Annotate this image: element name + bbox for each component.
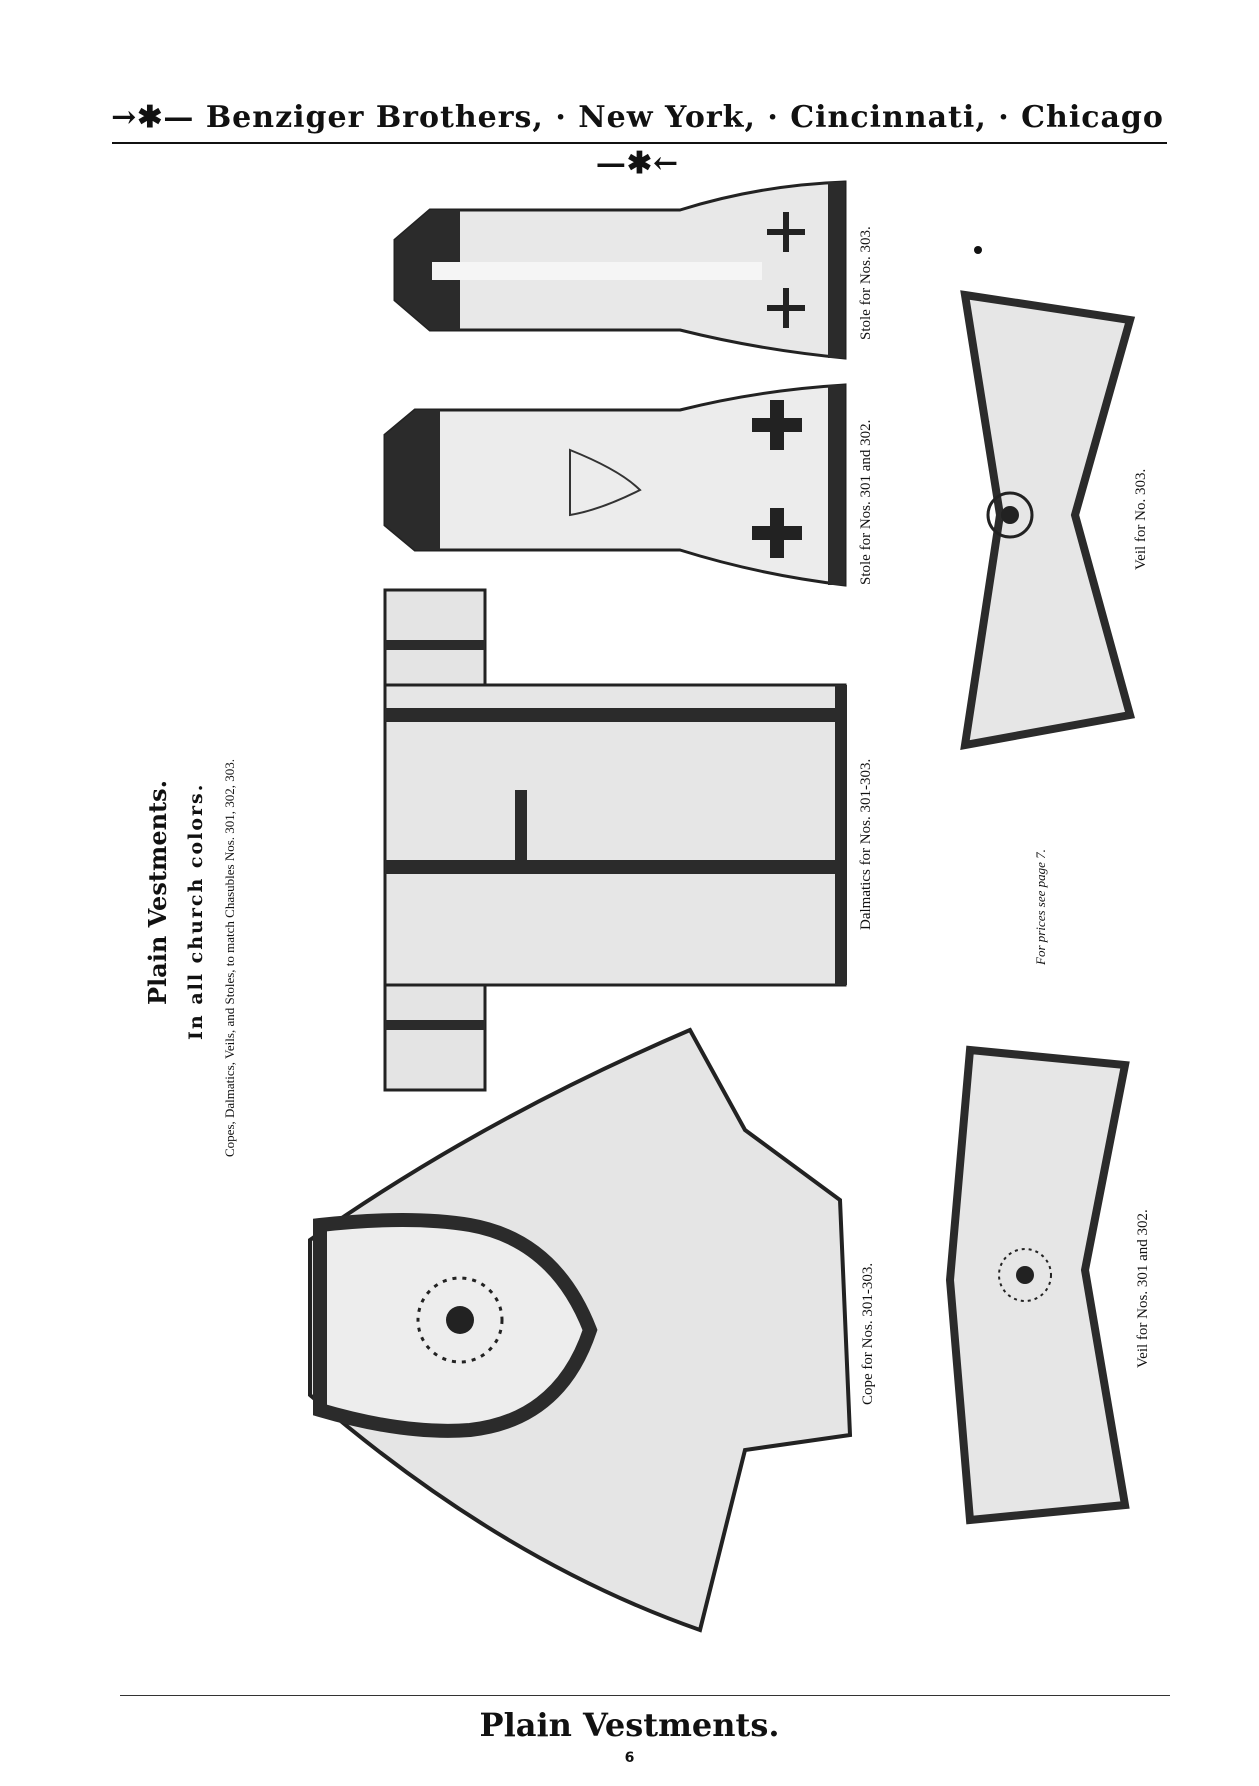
- header-separator: ·: [767, 100, 779, 135]
- dot-mark: [974, 246, 982, 254]
- header-city-new-york: New York,: [578, 100, 756, 135]
- caption-cope: Cope for Nos. 301-303.: [860, 1262, 876, 1405]
- caption-veil-301-302: Veil for Nos. 301 and 302.: [1135, 1209, 1151, 1368]
- veil-303-illustration: [965, 295, 1130, 745]
- header-publisher: Benziger Brothers,: [205, 100, 544, 135]
- header-ornament-left: →✱—: [111, 100, 195, 135]
- caption-veil-303: Veil for No. 303.: [1133, 468, 1149, 570]
- caption-stole-303: Stole for Nos. 303.: [858, 226, 874, 340]
- caption-prices: For prices see page 7.: [1033, 849, 1048, 965]
- stole-301-302-illustration: [385, 385, 845, 585]
- caption-stole-301-302: Stole for Nos. 301 and 302.: [858, 419, 874, 585]
- header-city-chicago: Chicago: [1021, 100, 1164, 135]
- footer-title: Plain Vestments.: [479, 1706, 780, 1744]
- cope-illustration: [310, 1030, 850, 1630]
- side-note: Copes, Dalmatics, Veils, and Stoles, to match Chasubles Nos. 301, 302, 303.: [222, 758, 237, 1157]
- header-city-cincinnati: Cincinnati,: [790, 100, 987, 135]
- side-subtitle: In all church colors.: [185, 782, 207, 1040]
- header-separator: ·: [998, 100, 1010, 135]
- veil-301-302-illustration: [950, 1050, 1125, 1520]
- side-title: Plain Vestments.: [143, 780, 172, 1005]
- caption-dalmatics: Dalmatics for Nos. 301-303.: [858, 758, 874, 930]
- footer-rule: [120, 1695, 1170, 1696]
- header-ornament-right: —✱←: [595, 146, 680, 181]
- stole-303-illustration: [395, 182, 845, 358]
- header-separator: ·: [555, 100, 567, 135]
- dalmatics-illustration: [385, 590, 847, 1090]
- page-number: 6: [624, 1750, 635, 1766]
